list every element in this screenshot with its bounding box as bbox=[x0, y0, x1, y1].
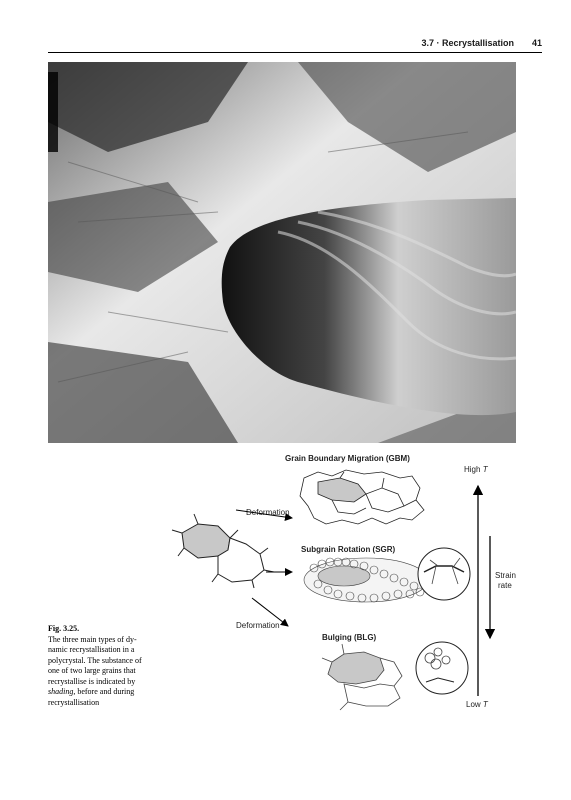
sgr-inset bbox=[418, 548, 470, 600]
section-title: 3.7 · Recrystallisation bbox=[421, 38, 514, 48]
caption-line: recrystallise is indicated by bbox=[48, 676, 136, 686]
label-deformation-upper: Deformation bbox=[246, 508, 290, 517]
micrograph-image bbox=[48, 62, 516, 443]
sgr-grains bbox=[304, 558, 428, 602]
blg-inset bbox=[416, 642, 468, 694]
label-strain: Strain bbox=[495, 571, 516, 580]
initial-grains bbox=[172, 514, 274, 588]
label-gbm: Grain Boundary Migration (GBM) bbox=[285, 454, 410, 463]
gbm-grains bbox=[300, 470, 424, 524]
caption-tail: , before and during bbox=[73, 687, 135, 696]
caption-label: Fig. 3.25. bbox=[48, 624, 80, 633]
recrystallisation-diagram bbox=[168, 448, 528, 718]
blg-grains bbox=[322, 644, 402, 710]
page-number: 41 bbox=[531, 38, 542, 48]
header-rule bbox=[48, 52, 542, 53]
caption-line: namic recrystallisation in a bbox=[48, 645, 135, 654]
caption-line: The three main types of dy- bbox=[48, 634, 137, 644]
label-blg: Bulging (BLG) bbox=[322, 633, 377, 642]
label-high-t: High T bbox=[464, 465, 488, 474]
label-deformation-lower: Deformation bbox=[236, 621, 280, 630]
label-sgr: Subgrain Rotation (SGR) bbox=[301, 545, 396, 554]
caption-italic: shading bbox=[48, 687, 74, 696]
figure-caption bbox=[48, 624, 160, 708]
caption-line: one of two large grains that bbox=[48, 666, 136, 675]
label-rate: rate bbox=[498, 581, 512, 590]
label-low-t: Low T bbox=[466, 700, 488, 709]
caption-line: polycrystal. The substance of bbox=[48, 655, 142, 665]
caption-line: recrystallisation bbox=[48, 697, 100, 707]
